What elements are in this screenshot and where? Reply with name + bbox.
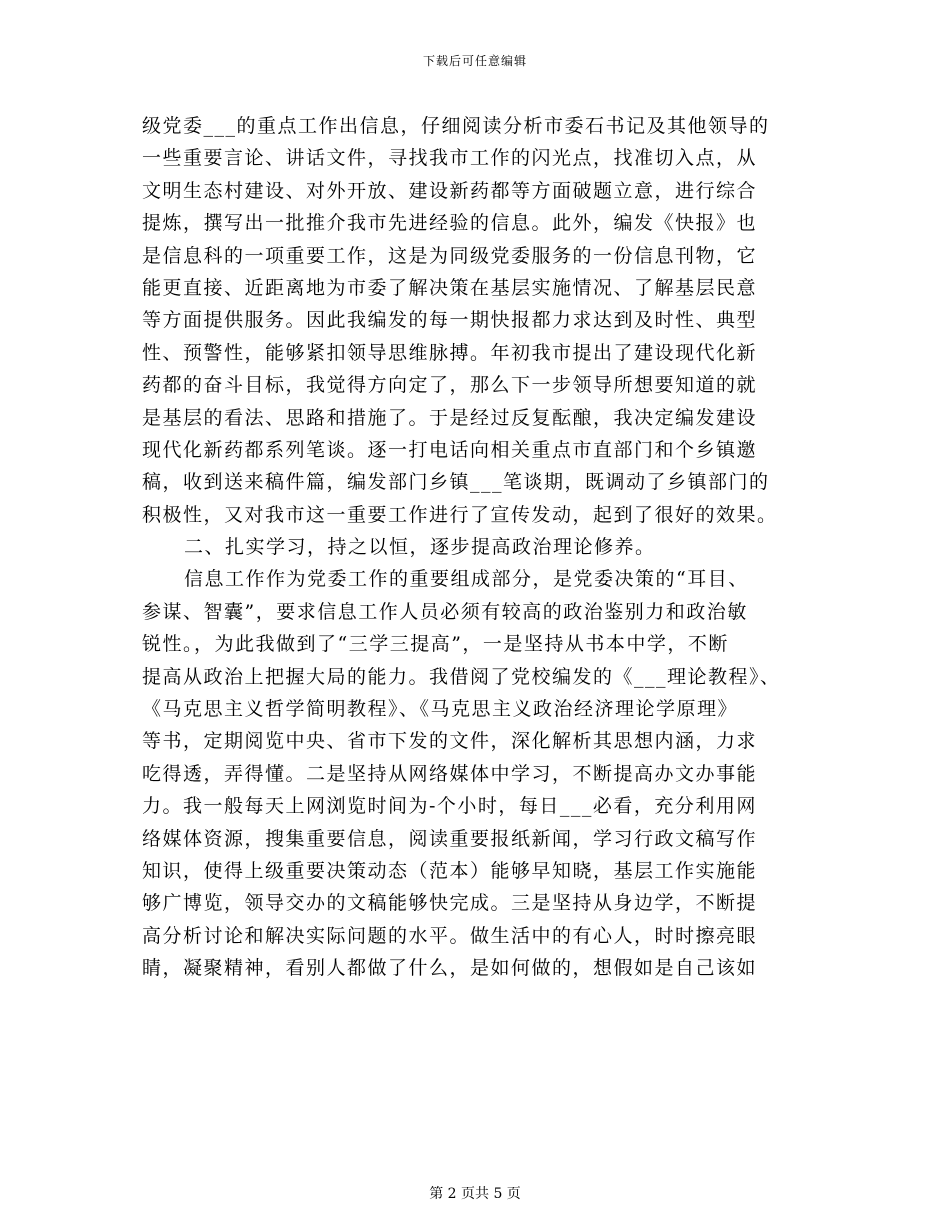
text-line: 高分析讨论和解决实际问题的水平。做生活中的有心人，时时擦亮眼 bbox=[142, 924, 758, 947]
text-line: 稿，收到送来稿件篇，编发部门乡镇___笔谈期，既调动了乡镇部门的 bbox=[142, 471, 770, 494]
text-line: 一些重要言论、讲话文件，寻找我市工作的闪光点，找准切入点，从 bbox=[142, 147, 758, 170]
text-line: 参谋、智囊”，要求信息工作人员必须有较高的政治鉴别力和政治敏 bbox=[142, 600, 748, 623]
text-line: 够广博览，领导交办的文稿能够快完成。三是坚持从身边学，不断提 bbox=[142, 892, 758, 915]
text-line: 是基层的看法、思路和措施了。于是经过反复酝酿，我决定编发建设 bbox=[142, 406, 758, 429]
text-line: 积极性，又对我市这一重要工作进行了宣传发动，起到了很好的效果。 bbox=[142, 503, 778, 526]
text-line: 《马克思主义哲学简明教程》、《马克思主义政治经济理论学原理》 bbox=[142, 698, 739, 721]
text-line: 药都的奋斗目标，我觉得方向定了，那么下一步领导所想要知道的就 bbox=[142, 374, 758, 397]
text-line: 等书，定期阅览中央、省市下发的文件，深化解析其思想内涵，力求 bbox=[142, 730, 758, 753]
text-line: 信息工作作为党委工作的重要组成部分，是党委决策的“耳目、 bbox=[184, 568, 749, 591]
page-footer: 第 2 页共 5 页 bbox=[429, 1186, 521, 1202]
section-heading: 二、扎实学习，持之以恒，逐步提高政治理论修养。 bbox=[184, 536, 656, 559]
text-line: 是信息科的一项重要工作，这是为同级党委服务的一份信息刊物，它 bbox=[142, 244, 758, 267]
text-line: 力。我一般每天上网浏览时间为-个小时，每日___必看，充分利用网 bbox=[142, 795, 757, 818]
document-body bbox=[142, 110, 862, 985]
text-line: 级党委___的重点工作出信息，仔细阅读分析市委石书记及其他领导的 bbox=[142, 115, 770, 137]
text-line: 能更直接、近距离地为市委了解决策在基层实施情况、了解基层民意 bbox=[142, 276, 758, 299]
text-line: 提炼，撰写出一批推介我市先进经验的信息。此外，编发《快报》也 bbox=[142, 212, 758, 235]
text-line: 络媒体资源，搜集重要信息，阅读重要报纸新闻，学习行政文稿写作 bbox=[142, 827, 758, 850]
text-line: 吃得透，弄得懂。二是坚持从网络媒体中学习，不断提高办文办事能 bbox=[142, 762, 758, 785]
text-line: 文明生态村建设、对外开放、建设新药都等方面破题立意，进行综合 bbox=[142, 179, 758, 202]
page-header: 下载后可任意编辑 bbox=[422, 54, 527, 68]
text-line: 睛，凝聚精神，看别人都做了什么，是如何做的，想假如是自己该如 bbox=[142, 957, 758, 980]
text-line: 等方面提供服务。因此我编发的每一期快报都力求达到及时性、典型 bbox=[142, 309, 758, 332]
text-line: 性、预警性，能够紧扣领导思维脉搏。年初我市提出了建设现代化新 bbox=[142, 341, 758, 364]
text-line: 现代化新药都系列笔谈。逐一打电话向相关重点市直部门和个乡镇邀 bbox=[142, 438, 758, 461]
text-line: 知识，使得上级重要决策动态（范本）能够早知晓，基层工作实施能 bbox=[142, 859, 758, 882]
text-line: 提高从政治上把握大局的能力。我借阅了党校编发的《___理论教程》、 bbox=[142, 665, 781, 688]
text-line: 锐性。，为此我做到了“三学三提高”，一是坚持从书本中学，不断 bbox=[142, 633, 729, 656]
